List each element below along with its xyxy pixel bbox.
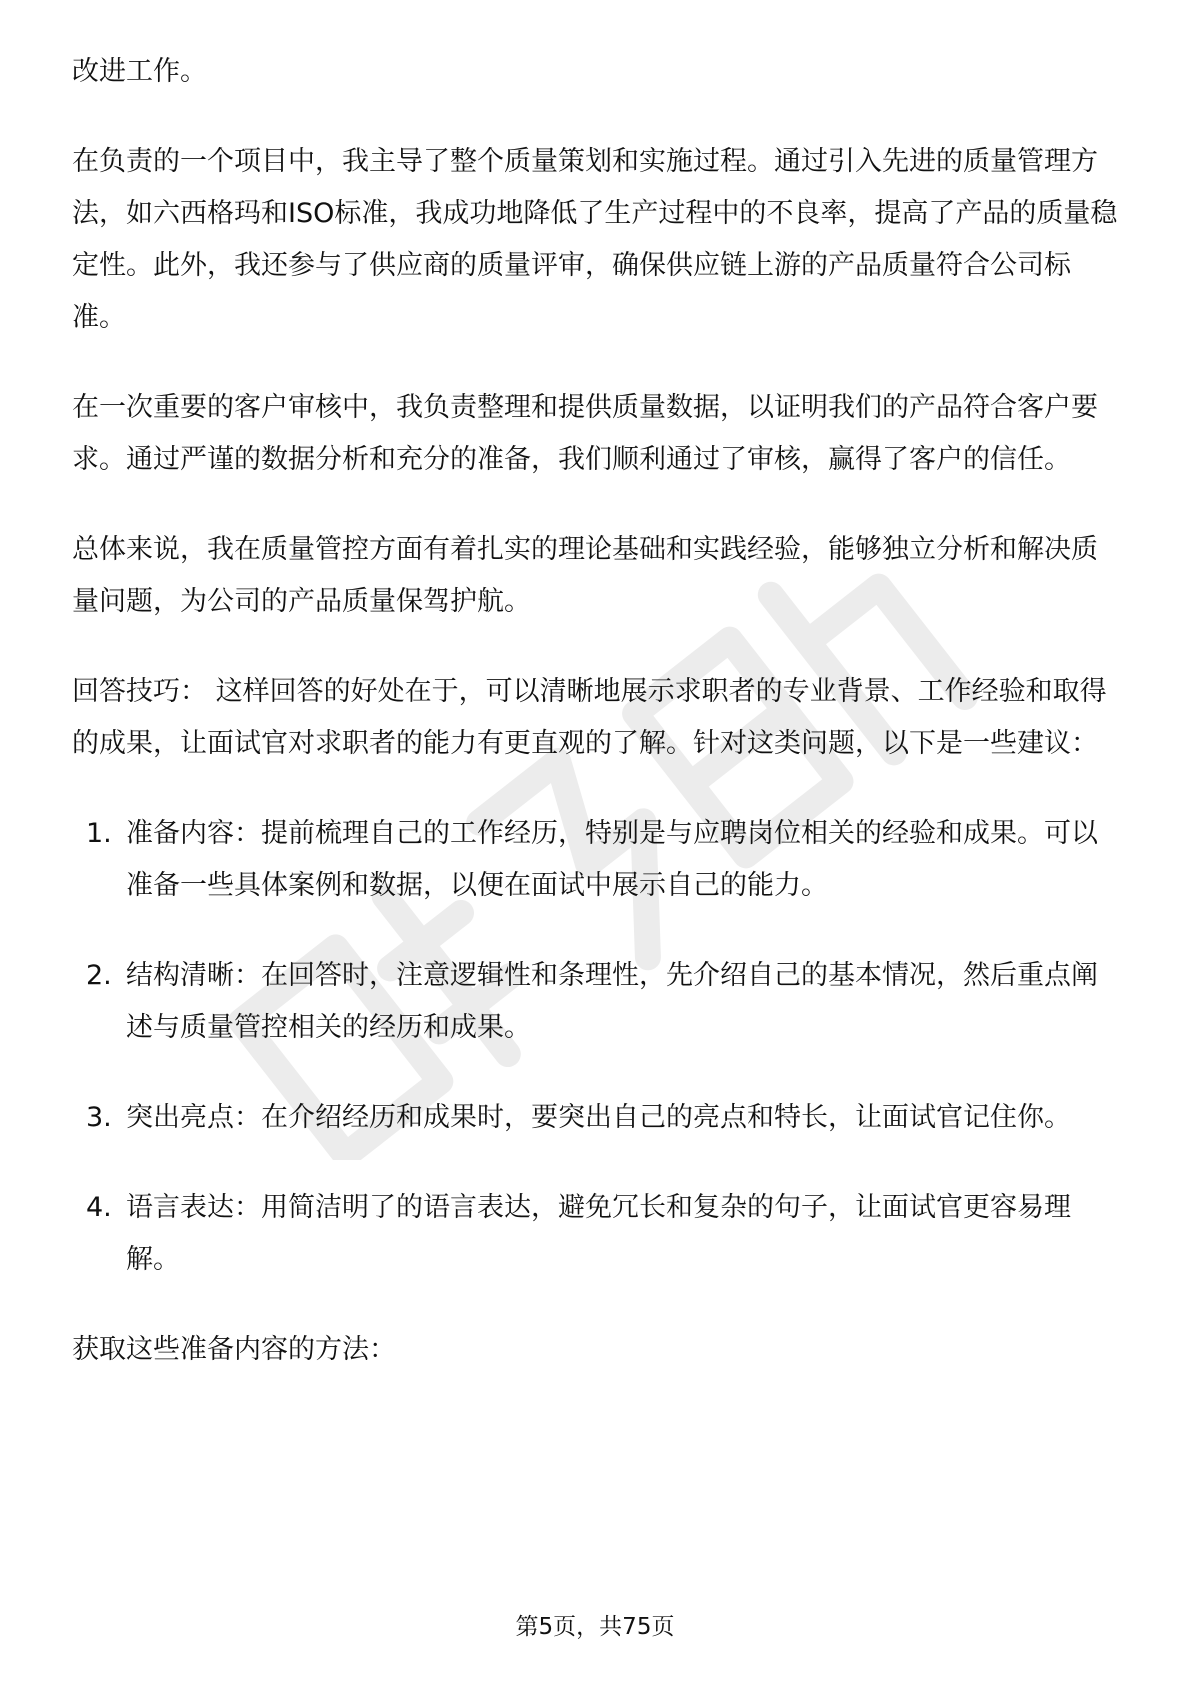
document-body	[72, 46, 1122, 1376]
list-item	[72, 1092, 1122, 1144]
list-number: 4.	[86, 1192, 112, 1223]
paragraph: 回答技巧： 这样回答的好处在于，可以清晰地展示求职者的专业背景、工作经验和取得的成果，让面试官对求职者的能力有更直观的了解。针对这类问题，以下是一些建议：	[72, 676, 1107, 759]
page-number-footer: 第5页，共75页	[515, 1614, 675, 1640]
closing-paragraph: 获取这些准备内容的方法：	[72, 1334, 396, 1365]
list-number: 3.	[86, 1102, 112, 1133]
list-item	[72, 1182, 1122, 1286]
list-item	[72, 950, 1122, 1054]
list-number: 2.	[86, 960, 112, 991]
paragraph: 在负责的一个项目中，我主导了整个质量策划和实施过程。通过引入先进的质量管理方法，如六西格玛和ISO标准，我成功地降低了生产过程中的不良率，提高了产品的质量稳定性。此外，我还参与了供应商的质量评审，确保供应链上游的产品质量符合公司标准。	[72, 146, 1118, 333]
paragraph: 总体来说，我在质量管控方面有着扎实的理论基础和实践经验，能够独立分析和解决质量问题，为公司的产品质量保驾护航。	[72, 534, 1098, 617]
paragraph: 在一次重要的客户审核中，我负责整理和提供质量数据，以证明我们的产品符合客户要求。通过严谨的数据分析和充分的准备，我们顺利通过了审核，赢得了客户的信任。	[72, 392, 1098, 475]
list-number: 1.	[86, 818, 112, 849]
list-item-text: 语言表达：用简洁明了的语言表达，避免冗长和复杂的句子，让面试官更容易理解。	[126, 1192, 1071, 1275]
list-item-text: 准备内容：提前梳理自己的工作经历，特别是与应聘岗位相关的经验和成果。可以准备一些具体案例和数据，以便在面试中展示自己的能力。	[126, 818, 1098, 901]
list-item-text: 突出亮点：在介绍经历和成果时，要突出自己的亮点和特长，让面试官记住你。	[126, 1102, 1071, 1133]
paragraph: 改进工作。	[72, 56, 207, 87]
list-item	[72, 808, 1122, 912]
advice-list	[72, 808, 1122, 1286]
list-item-text: 结构清晰：在回答时，注意逻辑性和条理性，先介绍自己的基本情况，然后重点阐述与质量管控相关的经历和成果。	[126, 960, 1098, 1043]
